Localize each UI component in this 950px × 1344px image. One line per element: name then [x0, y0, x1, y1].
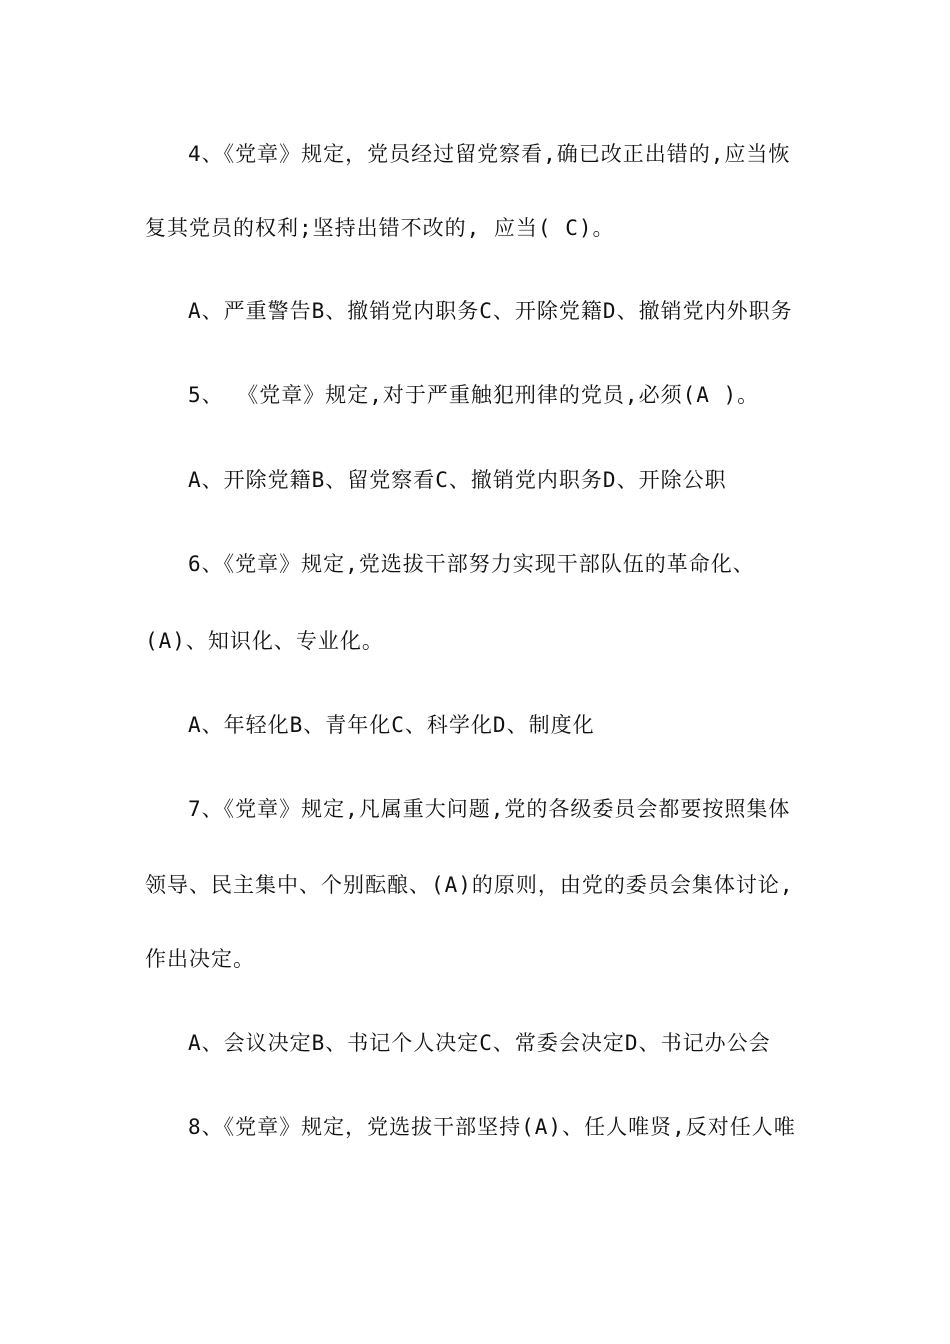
question-5-options: A、开除党籍B、留党察看C、撤销党内职务D、开除公职: [188, 468, 727, 492]
question-6-line-2: (A)、知识化、专业化。: [145, 629, 384, 653]
question-4-line-2: 复其党员的权利;坚持出错不改的, 应当( C)。: [145, 216, 615, 240]
question-7-options: A、会议决定B、书记个人决定C、常委会决定D、书记办公会: [188, 1031, 771, 1055]
question-7-line-3: 作出决定。: [145, 947, 255, 971]
question-4-options: A、严重警告B、撤销党内职务C、开除党籍D、撤销党内外职务: [188, 299, 793, 323]
question-5-line-1: 5、 《党章》规定,对于严重触犯刑律的党员,必须(A )。: [188, 383, 760, 407]
question-7-line-2: 领导、民主集中、个别酝酿、(A)的原则，由党的委员会集体讨论,: [145, 873, 794, 897]
question-7-line-1: 7、《党章》规定,凡属重大问题,党的各级委员会都要按照集体: [188, 797, 791, 821]
question-8-line-1: 8、《党章》规定，党选拔干部坚持(A)、任人唯贤,反对任人唯: [188, 1115, 796, 1139]
question-6-options: A、年轻化B、青年化C、科学化D、制度化: [188, 713, 595, 737]
question-4-line-1: 4、《党章》规定，党员经过留党察看,确已改正出错的,应当恢: [188, 142, 791, 166]
question-6-line-1: 6、《党章》规定,党选拔干部努力实现干部队伍的革命化、: [188, 552, 755, 576]
